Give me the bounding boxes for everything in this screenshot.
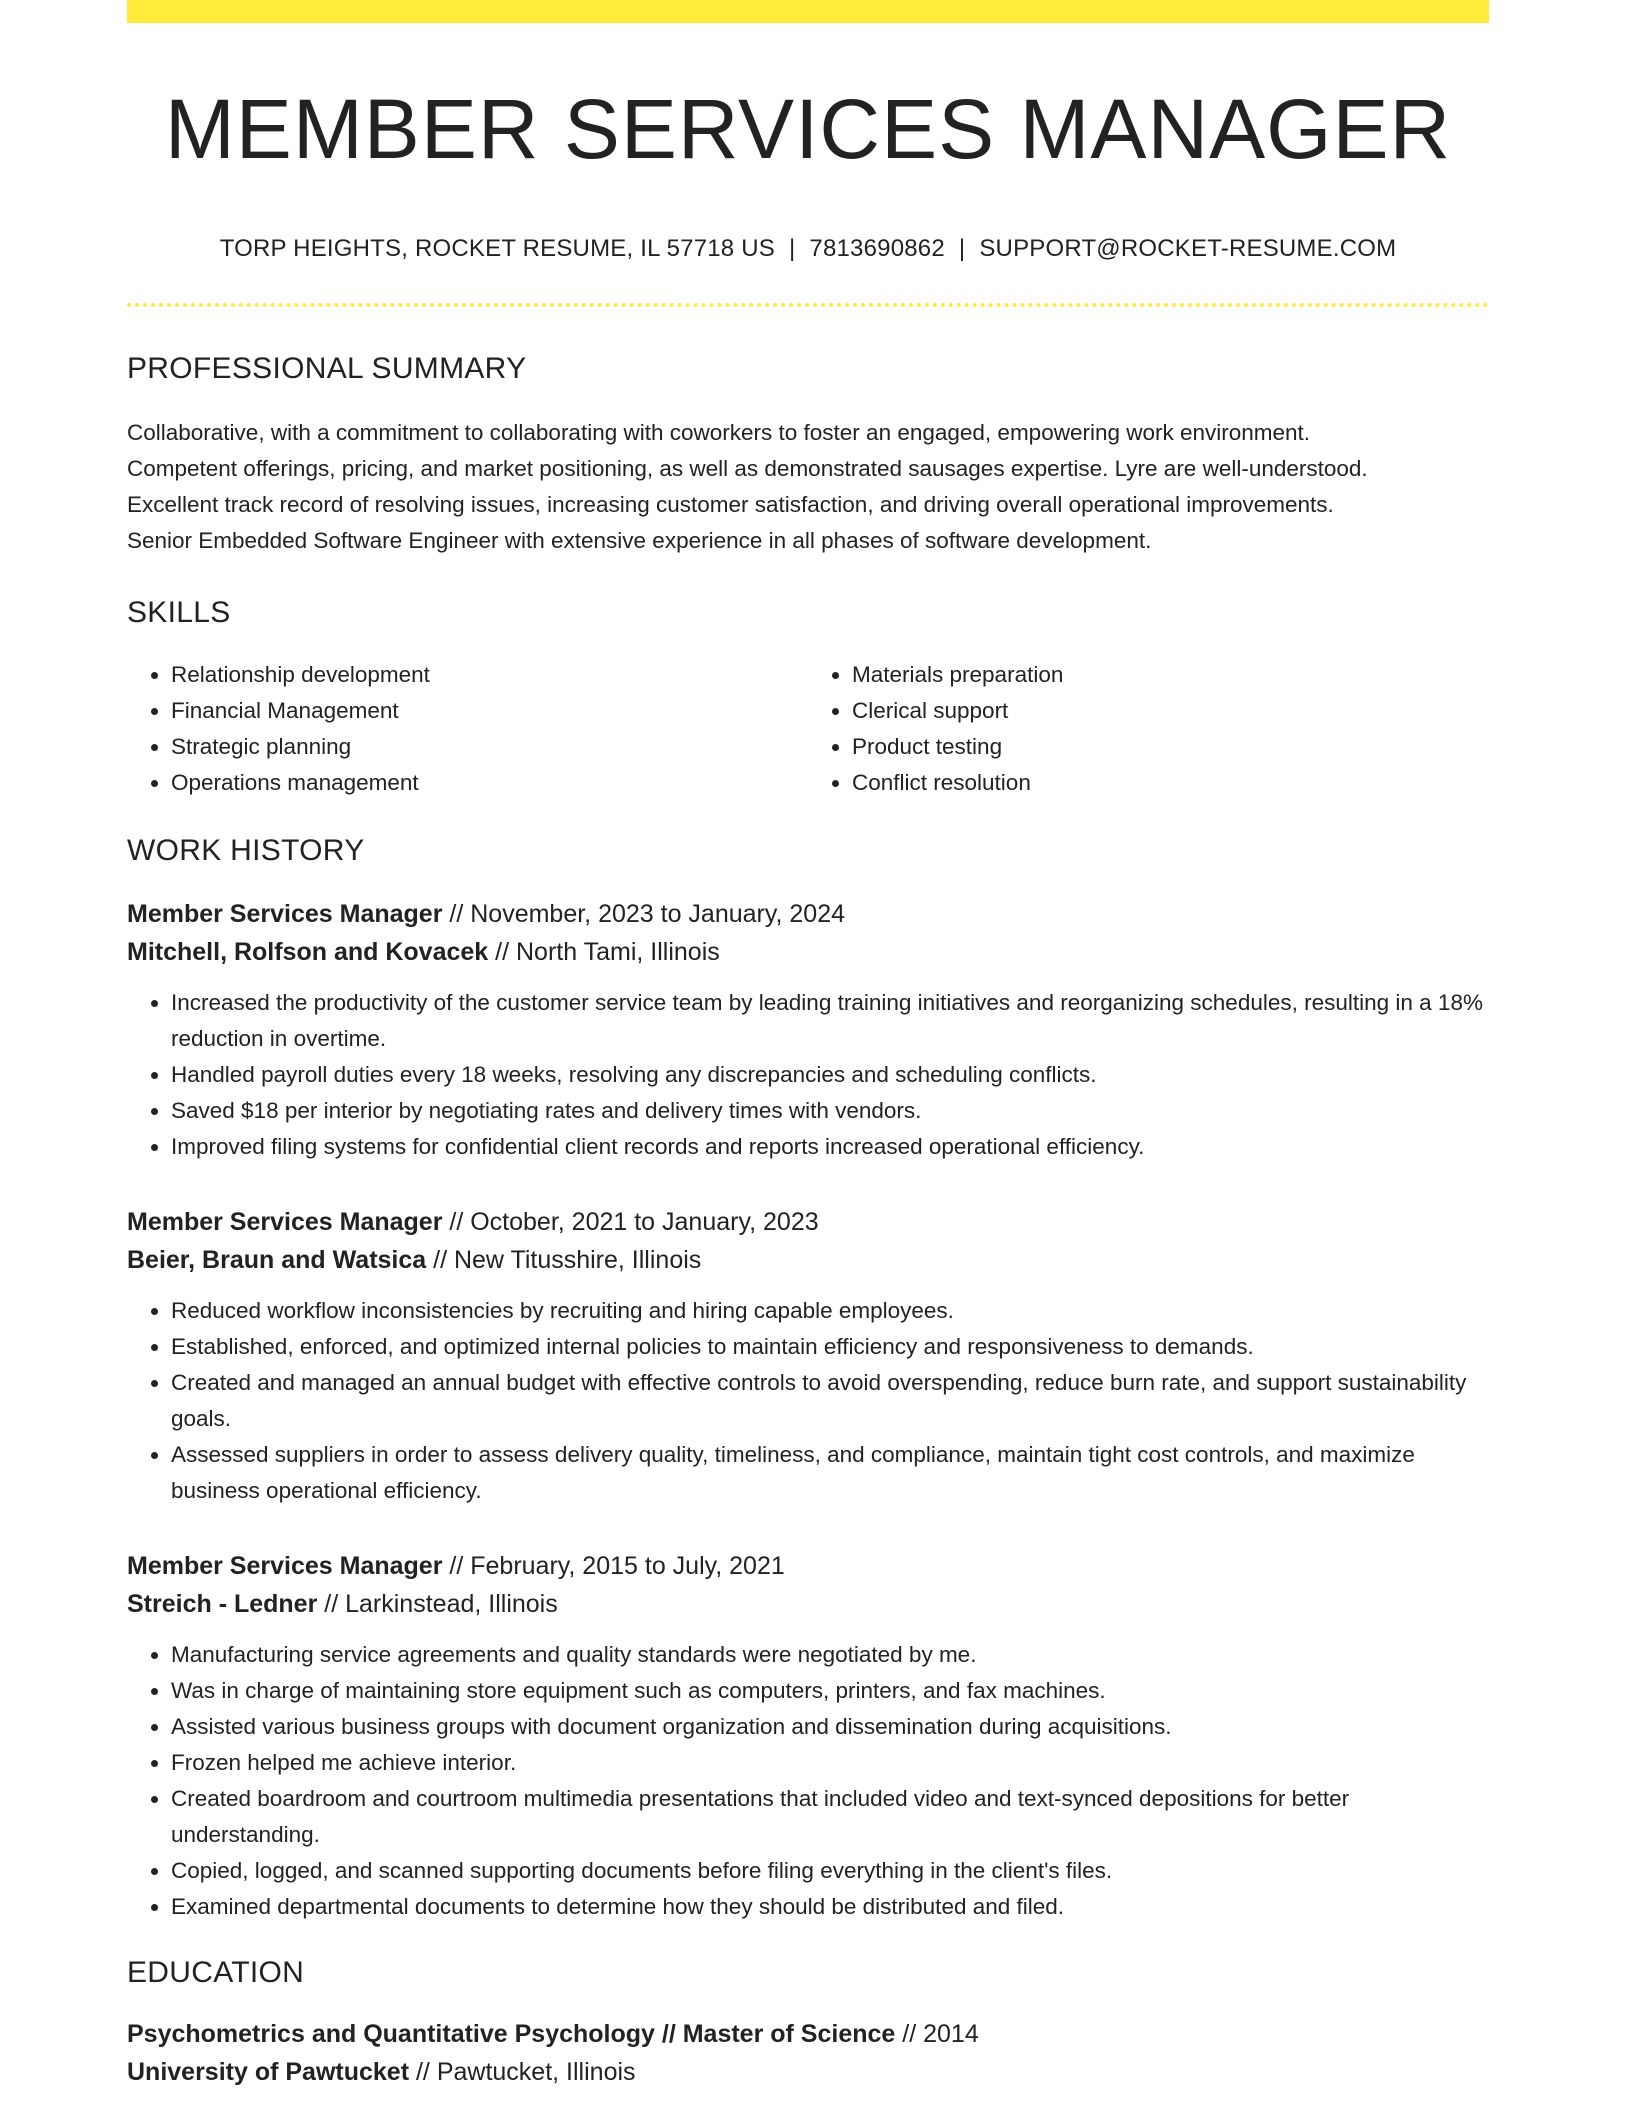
contact-address: TORP HEIGHTS, ROCKET RESUME, IL 57718 US xyxy=(219,235,775,263)
job-bullet: • Saved $18 per interior by negotiating rates and delivery times with vendors. xyxy=(171,1093,1489,1129)
section-title-summary: PROFESSIONAL SUMMARY xyxy=(127,352,527,386)
contact-phone: 7813690862 xyxy=(809,235,945,263)
education-degree: Psychometrics and Quantitative Psychology // Master of Science xyxy=(127,2020,896,2049)
job-bullet: • Frozen helped me achieve interior. xyxy=(171,1745,1489,1781)
job-role: Member Services Manager xyxy=(127,1208,443,1237)
job-bullet: • Handled payroll duties every 18 weeks, resolving any discrepancies and scheduling conflicts. xyxy=(171,1057,1489,1093)
education-school: University of Pawtucket xyxy=(127,2058,410,2087)
job-company-line xyxy=(127,1585,1489,1623)
job-entry xyxy=(127,1203,1489,1509)
job-bullets xyxy=(127,1293,1489,1509)
skill-item: • Operations management xyxy=(171,765,808,801)
skill-item: • Conflict resolution xyxy=(852,765,1489,801)
education-separator: // xyxy=(895,2020,924,2049)
job-company: Mitchell, Rolfson and Kovacek xyxy=(127,938,489,967)
job-role: Member Services Manager xyxy=(127,900,443,929)
job-dates: October, 2021 to January, 2023 xyxy=(470,1208,819,1237)
accent-top-bar xyxy=(127,0,1489,23)
skills-column-right xyxy=(808,657,1489,801)
section-title-work-history: WORK HISTORY xyxy=(127,834,365,868)
job-separator: // xyxy=(317,1590,346,1619)
job-company-line xyxy=(127,1241,1489,1279)
job-bullet: • Copied, logged, and scanned supporting documents before filing everything in the client's files. xyxy=(171,1853,1489,1889)
education-entry xyxy=(127,2015,1489,2091)
job-entry xyxy=(127,895,1489,1165)
contact-separator: | xyxy=(958,235,966,263)
job-location: North Tami, Illinois xyxy=(515,938,720,967)
section-title-education: EDUCATION xyxy=(127,1956,305,1990)
job-bullet: • Was in charge of maintaining store equipment such as computers, printers, and fax machines. xyxy=(171,1673,1489,1709)
job-bullet: • Reduced workflow inconsistencies by recruiting and hiring capable employees. xyxy=(171,1293,1489,1329)
job-bullet: • Examined departmental documents to determine how they should be distributed and filed. xyxy=(171,1889,1489,1925)
education-separator: // xyxy=(409,2058,437,2087)
resume-page xyxy=(127,0,1489,2091)
summary-line: Senior Embedded Software Engineer with extensive experience in all phases of software development. xyxy=(127,528,1152,554)
job-bullet: • Created boardroom and courtroom multimedia presentations that included video and text-synced depositions for better understanding. xyxy=(171,1781,1489,1853)
job-bullet: • Assisted various business groups with document organization and dissemination during acquisitions. xyxy=(171,1709,1489,1745)
job-dates: November, 2023 to January, 2024 xyxy=(470,900,846,929)
job-company-line xyxy=(127,933,1489,971)
skill-item: • Product testing xyxy=(852,729,1489,765)
skill-item: • Materials preparation xyxy=(852,657,1489,693)
education-degree-line xyxy=(127,2015,1489,2053)
section-title-skills: SKILLS xyxy=(127,596,231,630)
contact-email: SUPPORT@ROCKET-RESUME.COM xyxy=(979,235,1397,263)
page-title: MEMBER SERVICES MANAGER xyxy=(164,82,1452,176)
skills-column-left xyxy=(127,657,808,801)
job-company: Streich - Ledner xyxy=(127,1590,318,1619)
job-bullet: • Improved filing systems for confidential client records and reports increased operational efficiency. xyxy=(171,1129,1489,1165)
contact-separator: | xyxy=(788,235,796,263)
job-role-line xyxy=(127,1203,1489,1241)
education-school-line xyxy=(127,2053,1489,2091)
dotted-divider xyxy=(127,303,1489,307)
job-company: Beier, Braun and Watsica xyxy=(127,1246,427,1275)
job-separator: // xyxy=(488,938,516,967)
job-bullet: • Increased the productivity of the customer service team by leading training initiatives and reorganizing schedules, resulting in a 18% reduction in overtime. xyxy=(171,985,1489,1057)
job-role: Member Services Manager xyxy=(127,1552,443,1581)
contact-line xyxy=(127,235,1489,263)
education-location: Pawtucket, Illinois xyxy=(436,2058,636,2087)
job-bullet: • Manufacturing service agreements and quality standards were negotiated by me. xyxy=(171,1637,1489,1673)
job-bullet: • Assessed suppliers in order to assess delivery quality, timeliness, and compliance, maintain tight cost controls, and maximize business operational efficiency. xyxy=(171,1437,1489,1509)
skill-item: • Strategic planning xyxy=(171,729,808,765)
job-dates: February, 2015 to July, 2021 xyxy=(470,1552,785,1581)
job-role-line xyxy=(127,895,1489,933)
skills-grid xyxy=(127,657,1489,801)
job-role-line xyxy=(127,1547,1489,1585)
job-separator: // xyxy=(442,1208,471,1237)
job-separator: // xyxy=(442,900,471,929)
skill-item: • Clerical support xyxy=(852,693,1489,729)
skill-item: • Relationship development xyxy=(171,657,808,693)
summary-line: Competent offerings, pricing, and market positioning, as well as demonstrated sausages expertise. Lyre are well-understood. xyxy=(127,456,1368,482)
job-separator: // xyxy=(426,1246,454,1275)
job-bullets xyxy=(127,1637,1489,1925)
job-separator: // xyxy=(442,1552,471,1581)
job-bullets xyxy=(127,985,1489,1165)
summary-text xyxy=(127,415,1489,559)
summary-line: Collaborative, with a commitment to collaborating with coworkers to foster an engaged, empowering work environment. xyxy=(127,420,1311,446)
skill-item: • Financial Management xyxy=(171,693,808,729)
job-bullet: • Established, enforced, and optimized internal policies to maintain efficiency and responsiveness to demands. xyxy=(171,1329,1489,1365)
job-location: Larkinstead, Illinois xyxy=(345,1590,558,1619)
education-year: 2014 xyxy=(923,2020,979,2049)
job-bullet: • Created and managed an annual budget with effective controls to avoid overspending, reduce burn rate, and support sustainability goals. xyxy=(171,1365,1489,1437)
summary-line: Excellent track record of resolving issues, increasing customer satisfaction, and driving overall operational improvements. xyxy=(127,492,1334,518)
job-entry xyxy=(127,1547,1489,1925)
job-location: New Titusshire, Illinois xyxy=(453,1246,702,1275)
